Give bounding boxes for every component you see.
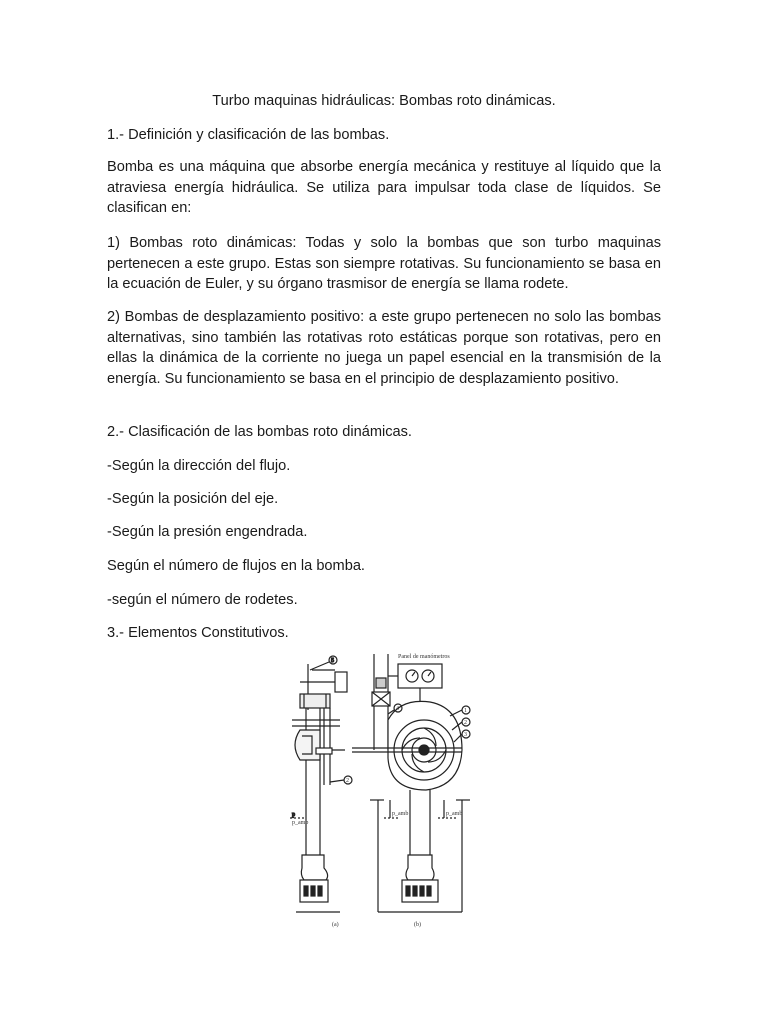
pressure-label: p_amb xyxy=(392,811,409,817)
callout-label: 1 xyxy=(464,708,467,714)
pressure-label: p_amb xyxy=(292,820,309,826)
section-heading-2: 2.- Clasificación de las bombas roto dinámicas. xyxy=(107,424,412,440)
list-item: Según el número de flujos en la bomba. xyxy=(107,558,365,574)
pressure-label: p_amb xyxy=(446,811,463,817)
pump-diagram-figure xyxy=(290,650,478,935)
pump-diagram xyxy=(290,650,478,935)
callout-label: 2 xyxy=(464,720,467,726)
paragraph-desplazamiento-positivo: 2) Bombas de desplazamiento positivo: a este grupo pertenecen no solo las bombas alternativas, sino también las rotativas roto estáticas porque son rotativas, pero en ellas la dinámica de la corriente no juega un papel esencial en la transmisión de la energía. Su funcionamiento se basa en el principio de desplazamiento positivo. xyxy=(107,309,661,387)
section-heading-1: 1.- Definición y clasificación de las bombas. xyxy=(107,127,390,143)
sub-caption-b: (b) xyxy=(414,922,421,928)
callout-label: 3 xyxy=(464,732,467,738)
list-item: -según el número de rodetes. xyxy=(107,592,298,608)
document-title: Turbo maquinas hidráulicas: Bombas roto dinámicas. xyxy=(212,93,556,109)
list-item: -Según la dirección del flujo. xyxy=(107,458,291,474)
callout-label: 2 xyxy=(346,778,349,784)
list-item: -Según la presión engendrada. xyxy=(107,524,308,540)
sub-caption-a: (a) xyxy=(332,922,339,928)
paragraph-definition: Bomba es una máquina que absorbe energía mecánica y restituye al líquido que la atraviesa energía hidráulica. Se utiliza para impulsar toda clase de líquidos. Se clasifican en: xyxy=(107,159,661,216)
list-item: -Según la posición del eje. xyxy=(107,491,279,507)
paragraph-roto-dinamicas: 1) Bombas roto dinámicas: Todas y solo la bombas que son turbo maquinas pertenecen a este grupo. Estas son siempre rotativas. Su funcionamiento se basa en la ecuación de Euler, y su órgano trasmisor de energía se llama rodete. xyxy=(107,235,661,292)
panel-label: Panel de manómetros xyxy=(398,654,450,660)
svg-text:5: 5 xyxy=(331,658,334,664)
section-heading-3: 3.- Elementos Constitutivos. xyxy=(107,625,289,641)
callout-label: 4 xyxy=(396,706,399,712)
svg-text:p: p xyxy=(292,812,295,818)
